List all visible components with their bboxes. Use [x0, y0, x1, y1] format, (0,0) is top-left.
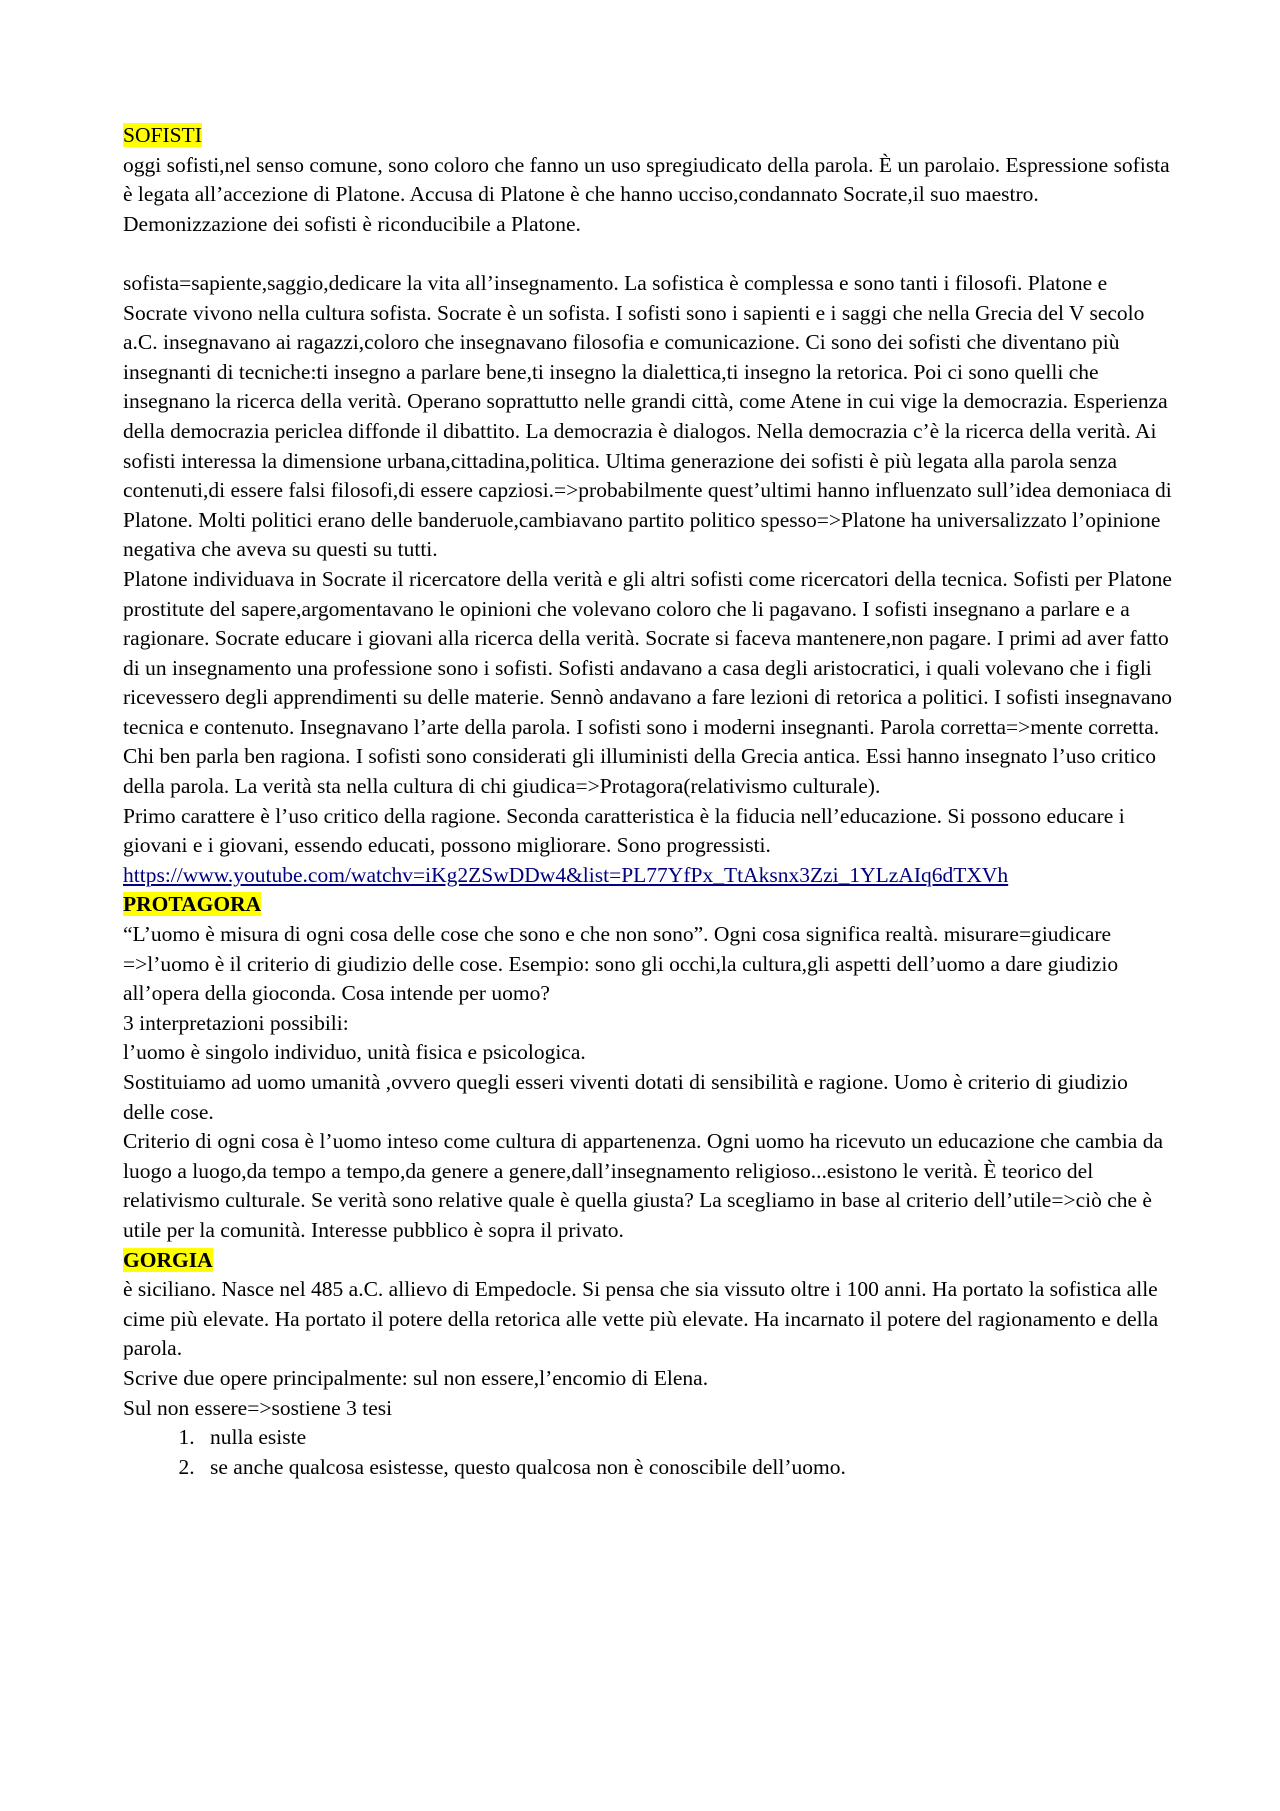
heading-sofisti-line [123, 121, 1173, 151]
heading-gorgia: GORGIA [123, 1247, 213, 1272]
sofisti-paragraph-1: oggi sofisti,nel senso comune, sono coloro che fanno un uso spregiudicato della parola. È un parolaio. Espressione sofista è legata all’accezione di Platone. Accusa di Platone è che hanno ucciso,condannato Socrate,il suo maestro. Demonizzazione dei sofisti è riconducibile a Platone. [123, 152, 1170, 236]
heading-protagora: PROTAGORA [123, 892, 262, 917]
protagora-paragraph-4: Sostituiamo ad uomo umanità ,ovvero quegli esseri viventi dotati di sensibilità e ragione. Uomo è criterio di giudizio delle cose. [123, 1070, 1128, 1124]
heading-sofisti: SOFISTI [123, 123, 202, 147]
tesi-list [123, 1423, 1173, 1482]
document-page [123, 121, 1173, 1482]
sofisti-paragraph-4: Primo carattere è l’uso critico della ragione. Seconda caratteristica è la fiducia nell’educazione. Si possono educare i giovani e i giovani, essendo educati, possono migliorare. Sono progressisti. [123, 803, 1125, 858]
protagora-paragraph-1: “L’uomo è misura di ogni cosa delle cose che sono e che non sono”. Ogni cosa significa realtà. misurare=giudicare =>l’uomo è il criterio di giudizio delle cose. Esempio: sono gli occhi,la cultura,gli aspetti dell’uomo a dare giudizio all’opera della gioconda. Cosa intende per uomo? [123, 922, 1119, 1006]
gorgia-paragraph-1: è siciliano. Nasce nel 485 a.C. allievo di Empedocle. Si pensa che sia vissuto oltre i 100 anni. Ha portato la sofistica alle cime più elevate. Ha portato il potere della retorica alle vette più elevate. Ha incarnato il potere del ragionamento e della parola. [123, 1277, 1159, 1361]
youtube-link[interactable]: https://www.youtube.com/watchv=iKg2ZSwDDw4&list=PL77YfPx_TtAksnx3Zzi_1YLzAIq6dTXVh [123, 862, 1009, 887]
list-item: 1. nulla esiste [200, 1423, 1173, 1453]
gorgia-paragraph-2: Scrive due opere principalmente: sul non essere,l’encomio di Elena. [123, 1365, 709, 1390]
heading-protagora-line [123, 890, 1173, 920]
blank-line [123, 239, 1173, 269]
sofisti-paragraph-3: Platone individuava in Socrate il ricercatore della verità e gli altri sofisti come ricercatori della tecnica. Sofisti per Platone prostitute del sapere,argomentavano le opinioni che volevano coloro che li pagavano. I sofisti insegnano a parlare e a ragionare. Socrate educare i giovani alla ricerca della verità. Socrate si faceva mantenere,non pagare. I primi ad aver fatto di un insegnamento una professione sono i sofisti. Sofisti andavano a casa degli aristocratici, i quali volevano che i figli ricevessero degli apprendimenti su delle materie. Sennò andavano a fare lezioni di retorica a politici. I sofisti insegnavano tecnica e contenuto. Insegnavano l’arte della parola. I sofisti sono i moderni insegnanti. Parola corretta=>mente corretta. Chi ben parla ben ragiona. I sofisti sono considerati gli illuministi della Grecia antica. Essi hanno insegnato l’uso critico della parola. La verità sta nella cultura di chi giudica=>Protagora(relativismo culturale). [123, 566, 1172, 799]
protagora-paragraph-3: l’uomo è singolo individuo, unità fisica e psicologica. [123, 1040, 586, 1065]
protagora-paragraph-2: 3 interpretazioni possibili: [123, 1010, 349, 1035]
list-item: 2. se anche qualcosa esistesse, questo qualcosa non è conoscibile dell’uomo. [200, 1453, 1173, 1483]
heading-gorgia-line [123, 1246, 1173, 1276]
sofisti-paragraph-2: sofista=sapiente,saggio,dedicare la vita all’insegnamento. La sofistica è complessa e sono tanti i filosofi. Platone e Socrate vivono nella cultura sofista. Socrate è un sofista. I sofisti sono i sapienti e i saggi che nella Grecia del V secolo a.C. insegnavano ai ragazzi,coloro che insegnavano filosofia e comunicazione. Ci sono dei sofisti che diventano più insegnanti di tecniche:ti insegno a parlare bene,ti insegno la dialettica,ti insegno la retorica. Poi ci sono quelli che insegnano la ricerca della verità. Operano soprattutto nelle grandi città, come Atene in cui vige la democrazia. Esperienza della democrazia periclea diffonde il dibattito. La democrazia è dialogos. Nella democrazia c’è la ricerca della verità. Ai sofisti interessa la dimensione urbana,cittadina,politica. Ultima generazione dei sofisti è più legata alla parola senza contenuti,di essere falsi filosofi,di essere capziosi.=>probabilmente quest’ultimi hanno influenzato sull’idea demoniaca di Platone. Molti politici erano delle banderuole,cambiavano partito politico spesso=>Platone ha universalizzato l’opinione negativa che aveva su questi su tutti. [123, 270, 1172, 562]
gorgia-paragraph-3: Sul non essere=>sostiene 3 tesi [123, 1395, 393, 1420]
protagora-paragraph-5: Criterio di ogni cosa è l’uomo inteso come cultura di appartenenza. Ogni uomo ha ricevuto un educazione che cambia da luogo a luogo,da tempo a tempo,da genere a genere,dall’insegnamento religioso...esistono le verità. È teorico del relativismo culturale. Se verità sono relative quale è quella giusta? La scegliamo in base al criterio dell’utile=>ciò che è utile per la comunità. Interesse pubblico è sopra il privato. [123, 1129, 1163, 1242]
